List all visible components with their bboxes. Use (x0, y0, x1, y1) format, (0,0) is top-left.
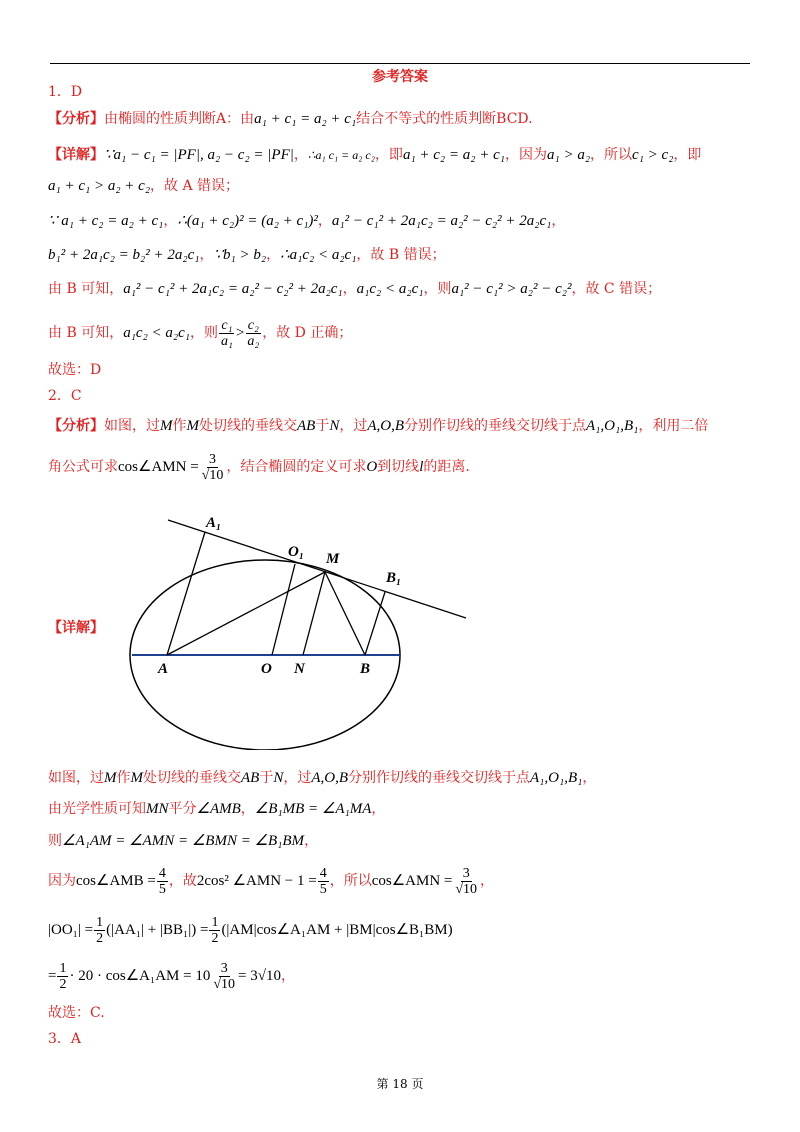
text: 于 (259, 770, 274, 786)
math: ∴a₁ c₁ = a₂ c₂ (307, 148, 375, 162)
math: cos∠AMN = (118, 459, 199, 475)
label-O1: O₁ (288, 544, 305, 560)
text: ， (582, 770, 597, 786)
math: M (104, 770, 117, 786)
text: 如图，过 (104, 418, 160, 434)
text: ，故 B 错误； (356, 247, 446, 263)
q1-detail-line4 (48, 245, 446, 265)
denominator: √10 (201, 467, 224, 483)
math: ∵b₁ > b₂ (213, 247, 267, 263)
text: 分别作切线的垂线交切线于点 (404, 418, 587, 434)
text: ，故 C 错误； (571, 281, 662, 297)
numerator: 1 (59, 960, 67, 976)
math: AB (297, 418, 316, 434)
math: l (419, 459, 424, 475)
q1-detail-line2 (48, 176, 239, 196)
text: ，即 (673, 147, 702, 163)
text: ，因为 (504, 147, 547, 163)
math: ∴(a₁ + c₂)² = (a₂ + c₁)² (177, 213, 318, 229)
math: cos∠AMB = (76, 873, 156, 889)
analysis-text: 由椭圆的性质判断A：由 (104, 111, 255, 127)
math: · 20 · cos∠A₁AM = 10 (69, 968, 211, 984)
math: O (366, 459, 378, 475)
text: ，故 (168, 873, 197, 889)
math: a₁ + c₁ > a₂ + c₂ (48, 178, 151, 194)
denominator: 5 (158, 881, 166, 897)
text: ， (266, 247, 281, 263)
segment-O-O1 (272, 564, 295, 655)
segment-A-A1 (167, 532, 205, 655)
text: ，结合椭圆的定义可求 (226, 459, 367, 475)
label-O: O (261, 661, 272, 677)
q2-analysis-line1 (48, 416, 708, 436)
ellipse-tangent-figure (120, 505, 480, 750)
math: A₁,O₁,B₁ (530, 770, 583, 786)
math: (|AA₁| + |BB₁|) = (106, 922, 209, 938)
fraction (157, 866, 168, 897)
text: 由 B 可知， (48, 281, 124, 297)
label-A1: A₁ (206, 515, 222, 531)
denominator: 2 (96, 930, 104, 946)
fraction (219, 318, 235, 349)
text: ，即 (374, 147, 403, 163)
denominator: 2 (59, 976, 67, 992)
text: 作 (172, 418, 187, 434)
math: M (130, 770, 143, 786)
math: cos∠AMN = (371, 873, 453, 889)
math: a₁ + c₂ = a₂ + c₁ (402, 147, 505, 163)
q1-analysis (48, 109, 533, 129)
q2-detail-line1 (48, 768, 596, 788)
denominator: 5 (319, 881, 327, 897)
analysis-tag: 【分析】 (48, 111, 104, 127)
segment-B-M (325, 572, 365, 655)
text: ， (317, 213, 332, 229)
denominator: √10 (455, 881, 478, 897)
q1-detail-line1 (48, 145, 701, 165)
math: |OO₁| = (48, 922, 94, 938)
denominator: a₂ (247, 333, 260, 349)
denominator: √10 (213, 976, 236, 992)
fraction (200, 452, 226, 483)
math: = 3√10 (238, 968, 281, 984)
math: (|AM|cos∠A₁AM + |BM|cos∠B₁BM) (221, 922, 453, 938)
numerator: 3 (209, 451, 216, 467)
denominator: 2 (211, 930, 219, 946)
segment-B-B1 (365, 592, 385, 655)
numerator: 4 (158, 865, 166, 881)
detail-tag: 【详解】 (48, 147, 104, 163)
math: a₁² − c₁² + 2a₁c₂ = a₂² − c₂² + 2a₂c₁ (123, 281, 343, 297)
math: AB (241, 770, 260, 786)
fraction (57, 961, 68, 992)
text: ， (551, 213, 566, 229)
math: MN (146, 801, 169, 817)
text: ， (163, 213, 178, 229)
label-B: B (360, 661, 371, 677)
analysis-math: a₁ + c₁ = a₂ + c₁ (254, 111, 357, 127)
text: 由 B 可知， (48, 325, 124, 341)
math: a₁ > a₂ (546, 147, 591, 163)
q3-number: 3．A (48, 1031, 82, 1047)
text: 处切线的垂线交 (199, 418, 297, 434)
q2-detail-line6 (48, 957, 295, 995)
numerator: c₂ (247, 317, 259, 333)
text: 由光学性质可知 (48, 801, 146, 817)
label-B1: B₁ (386, 570, 402, 586)
q1-choice: 故选：D (48, 362, 102, 378)
math: ∠A₁AM = ∠AMN = ∠BMN = ∠B₁BM (62, 833, 305, 849)
page-footer: 第 18 页 (376, 1077, 424, 1091)
math: > (235, 325, 245, 341)
label-A: A (158, 661, 169, 677)
denominator: a₁ (221, 333, 233, 349)
text: ，故 D 正确； (262, 325, 353, 341)
text: ，过 (283, 770, 312, 786)
numerator: 1 (96, 914, 104, 930)
text: 因为 (48, 873, 76, 889)
math: a₁c₂ < a₂c₁ (123, 325, 190, 341)
math: M (186, 418, 199, 434)
text: 平分 (168, 801, 197, 817)
fraction (318, 866, 329, 897)
math: a₁² − c₁² > a₂² − c₂² (451, 281, 572, 297)
q2-number: 2．C (48, 388, 82, 404)
q2-choice: 故选：C. (48, 1005, 105, 1021)
math: N (329, 418, 340, 434)
fraction (211, 961, 237, 992)
text: 处切线的垂线交 (143, 770, 241, 786)
text: ，利用二倍 (638, 418, 709, 434)
text: 于 (315, 418, 330, 434)
segment-N-M (303, 572, 325, 655)
fraction (209, 915, 220, 946)
text: ，所以 (329, 873, 372, 889)
math: 2cos² ∠AMN − 1 = (196, 873, 317, 889)
math: c₁ > c₂ (632, 147, 674, 163)
fraction (245, 318, 261, 349)
text: ， (480, 873, 495, 889)
text: 到切线 (377, 459, 420, 475)
text: 如图，过 (48, 770, 104, 786)
analysis-tag: 【分析】 (48, 418, 104, 434)
label-N: N (294, 661, 305, 677)
text: ， (280, 968, 295, 984)
text: 的距离. (423, 459, 470, 475)
text: ， (293, 147, 308, 163)
q2-detail-line5 (48, 912, 453, 948)
text: ，则 (190, 325, 218, 341)
math: A,O,B (367, 418, 405, 434)
numerator: c₁ (221, 317, 233, 333)
q2-detail-line4 (48, 862, 494, 900)
page-title: 参考答案 (372, 69, 428, 85)
text: ，则 (423, 281, 452, 297)
math: ∵a₁ − c₁ = |PF|, a₂ − c₂ = |PF| (104, 147, 294, 163)
math: = (48, 968, 57, 984)
text: 作 (116, 770, 131, 786)
label-M: M (326, 551, 340, 567)
segment-A-M (167, 572, 325, 655)
text: ， (342, 281, 357, 297)
math: ∵ a₁ + c₂ = a₂ + c₁ (48, 213, 164, 229)
fraction (453, 866, 479, 897)
text: 则 (48, 833, 62, 849)
q1-detail-line3 (48, 211, 565, 231)
text: ， (240, 801, 255, 817)
q1-detail-line6 (48, 316, 352, 350)
q1-number: 1．D (48, 84, 83, 100)
math: A₁,O₁,B₁ (586, 418, 639, 434)
text: ，故 A 错误； (150, 178, 240, 194)
q2-analysis-line2 (48, 449, 470, 485)
text: ，所以 (590, 147, 633, 163)
math: A,O,B (311, 770, 349, 786)
math: a₁² − c₁² + 2a₁c₂ = a₂² − c₂² + 2a₂c₁ (331, 213, 552, 229)
math: M (160, 418, 173, 434)
text: 分别作切线的垂线交切线于点 (348, 770, 531, 786)
numerator: 3 (220, 960, 228, 976)
fraction (94, 915, 105, 946)
math: a₁c₂ < a₂c₁ (356, 281, 424, 297)
text: ， (304, 833, 319, 849)
math: ∴a₁c₂ < a₂c₁ (280, 247, 357, 263)
math: ∠B₁MB = ∠A₁MA (254, 801, 372, 817)
analysis-text-end: 结合不等式的性质判断BCD. (356, 111, 533, 127)
math: b₁² + 2a₁c₂ = b₂² + 2a₂c₁ (48, 247, 200, 263)
q2-detail-tag: 【详解】 (48, 620, 104, 636)
q1-detail-line5 (48, 279, 661, 299)
q2-detail-line3 (48, 831, 318, 851)
numerator: 4 (319, 865, 327, 881)
text: 角公式可求 (48, 459, 118, 475)
numerator: 3 (462, 865, 470, 881)
math: N (273, 770, 284, 786)
text: ， (199, 247, 214, 263)
text: ， (371, 801, 386, 817)
math: ∠AMB (196, 801, 241, 817)
text: ，过 (339, 418, 368, 434)
header-rule (50, 63, 750, 64)
numerator: 1 (211, 914, 219, 930)
q2-detail-line2 (48, 799, 385, 819)
